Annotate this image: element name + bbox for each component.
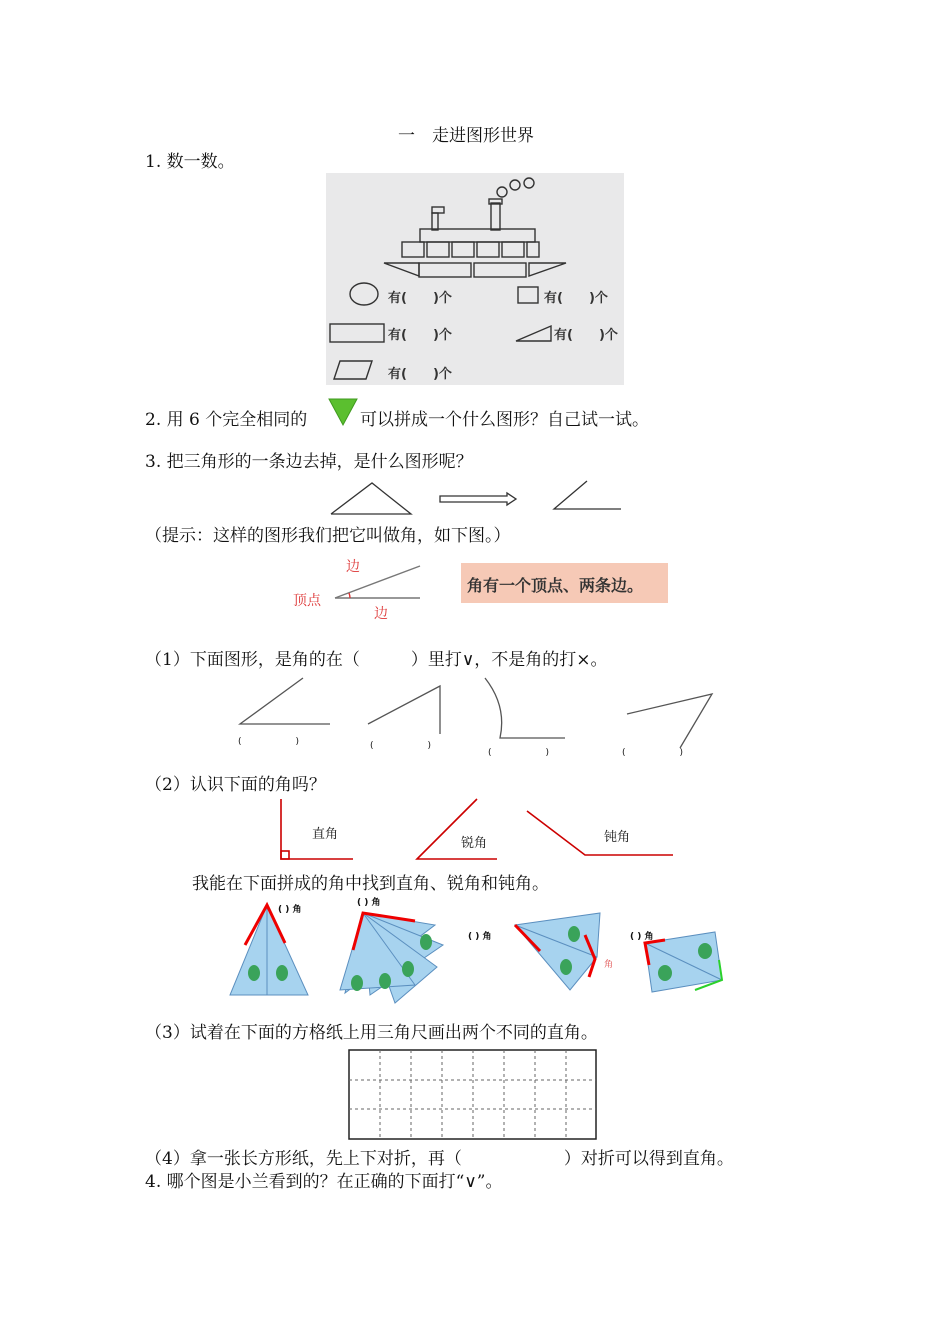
page-title: 一 走进图形世界: [398, 126, 534, 146]
find-angles-text: 我能在下面拼成的角中找到直角、锐角和钝角。: [192, 874, 549, 894]
question-4-label: 4. 哪个图是小兰看到的？在正确的下面打“∨”。: [145, 1172, 503, 1192]
count-label-rectangle: 有( )个: [388, 328, 452, 343]
blank-label-3: ( ) 角: [468, 932, 492, 942]
question-1-label: 1. 数一数。: [145, 152, 235, 172]
blank-label-4: ( ) 角: [630, 932, 654, 942]
question-3-label: 3. 把三角形的一条边去掉，是什么图形呢？: [145, 452, 473, 472]
sub-question-3: （3）试着在下面的方格纸上用三角尺画出两个不同的直角。: [145, 1023, 598, 1043]
count-label-square: 有( )个: [544, 291, 608, 306]
sub-question-2: （2）认识下面的角吗？: [145, 775, 326, 795]
angle-side-bottom-label: 边: [374, 606, 388, 622]
sub-question-4: （4）拿一张长方形纸，先上下对折，再（ ）对折可以得到直角。: [145, 1149, 734, 1169]
question-2-before: 2. 用 6 个完全相同的: [145, 410, 308, 430]
choice-paren-1: ( ): [238, 737, 300, 747]
count-label-circle: 有( )个: [388, 291, 452, 306]
count-label-parallelogram: 有( )个: [388, 367, 452, 382]
ship-drawing: [326, 173, 624, 385]
right-angle-label: 直角: [312, 827, 339, 842]
angle-note-box: [461, 563, 668, 603]
choice-paren-3: ( ): [488, 748, 550, 758]
hint-text: （提示：这样的图形我们把它叫做角，如下图。）: [145, 526, 511, 546]
blank-label-2: ( ) 角: [357, 898, 381, 908]
count-label-triangle: 有( )个: [554, 328, 618, 343]
grid-paper[interactable]: [348, 1049, 598, 1141]
sub-question-1: （1）下面图形，是角的在（ ）里打∨，不是角的打×。: [145, 650, 608, 670]
ship-figure-photo: [326, 173, 624, 385]
acute-angle-label: 锐角: [461, 836, 488, 851]
choice-paren-2: ( ): [370, 741, 432, 751]
choice-paren-4: ( ): [622, 748, 684, 758]
triangle-to-angle-diagram: [325, 478, 645, 518]
angle-note-text: 角有一个顶点、两条边。: [467, 576, 644, 595]
question-2-after: 可以拼成一个什么图形？自己试一试。: [360, 410, 649, 430]
obtuse-angle-label: 钝角: [604, 830, 631, 845]
blank-label-stray: 角: [604, 960, 614, 970]
angle-side-top-label: 边: [346, 559, 360, 575]
blank-label-1: ( ) 角: [278, 905, 302, 915]
angle-choice-figures: [235, 676, 755, 756]
angle-vertex-label: 顶点: [293, 593, 321, 609]
green-triangle-icon: [328, 398, 358, 426]
